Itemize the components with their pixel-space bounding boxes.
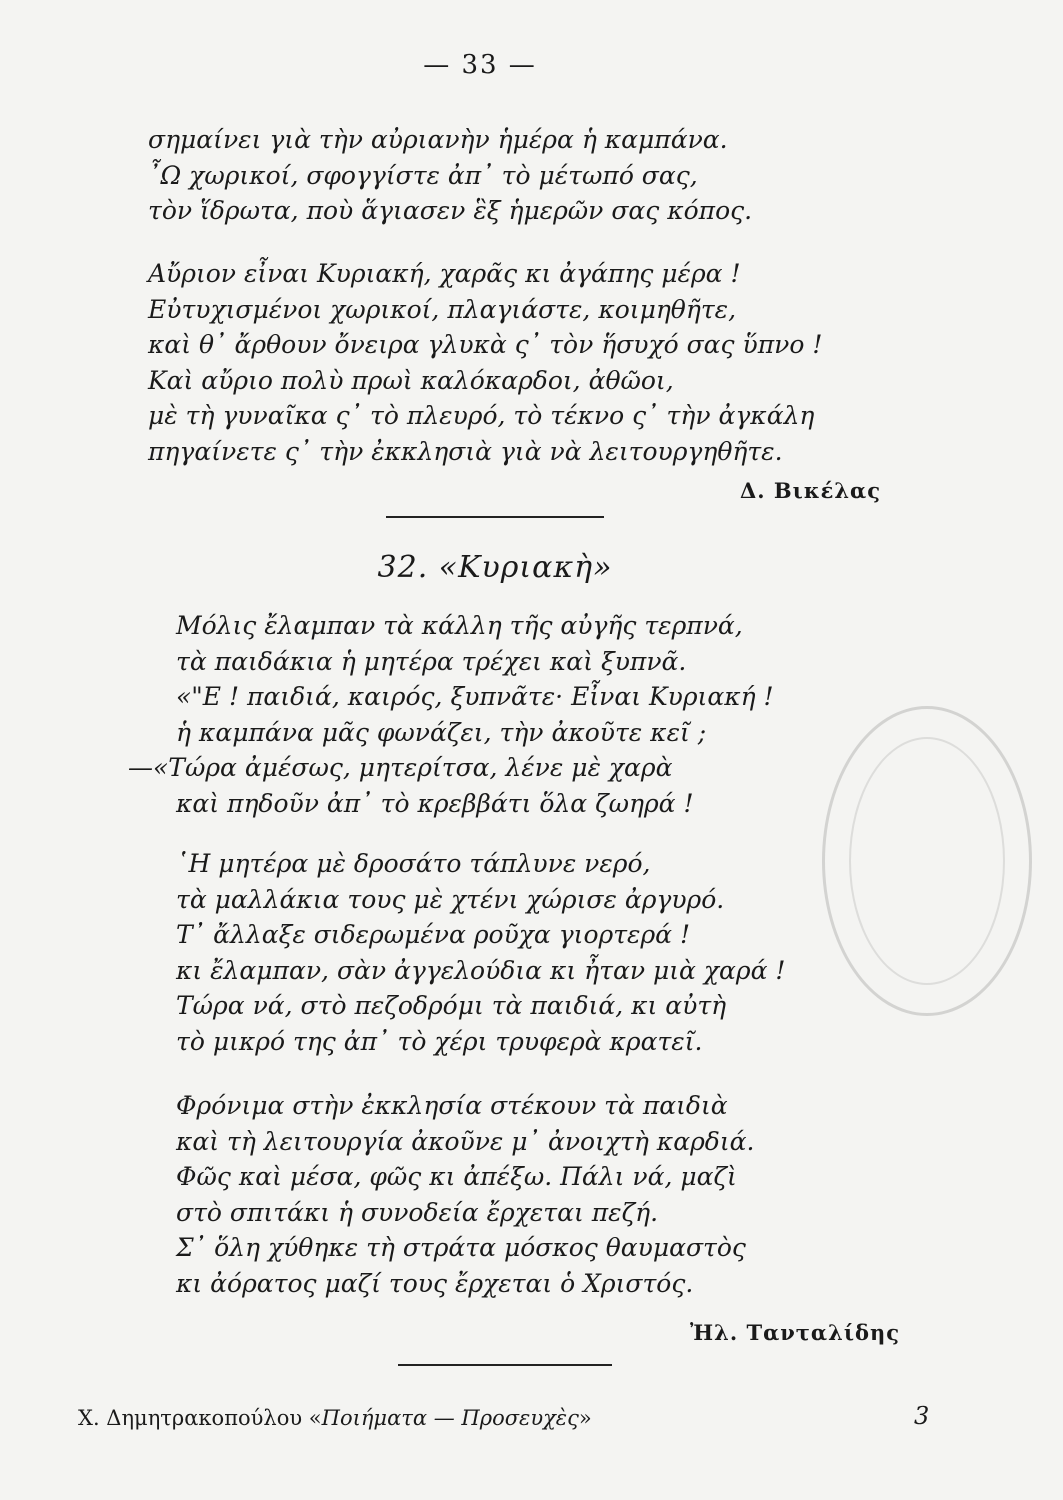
poem1-stanza2 [148, 256, 822, 469]
poem-line: τὸν ἵδρωτα, ποὺ ἅγιασεν ἓξ ἡμερῶν σας κόπος. [148, 196, 753, 225]
poem-line: τὰ μαλλάκια τους μὲ χτένι χώρισε ἀργυρό. [176, 884, 725, 914]
poem-line: καὶ θ᾽ ἄρθουν ὄνειρα γλυκὰ ς᾽ τὸν ἥσυχό σας ὕπνο ! [148, 330, 823, 359]
poem-line: μὲ τὴ γυναῖκα ς᾽ τὸ πλευρό, τὸ τέκνο ς᾽ τὴν ἀγκάλη [148, 401, 815, 430]
poem2-stanza2 [176, 846, 785, 1059]
page-number: — 33 — [423, 50, 537, 80]
footer-source [78, 1406, 592, 1430]
poem-line: Μόλις ἔλαμπαν τὰ κάλλη τῆς αὐγῆς τερπνά, [176, 611, 743, 640]
poem-line: σημαίνει γιὰ τὴν αὐριανὴν ἡμέρα ἡ καμπάνα. [148, 125, 728, 154]
poem-line: κι ἀόρατος μαζί τους ἔρχεται ὁ Χριστός. [176, 1268, 694, 1298]
poem-line: Τώρα νά, στὸ πεζοδρόμι τὰ παιδιά, κι αὐτὴ [176, 991, 727, 1020]
poem-line: Σ᾽ ὅλη χύθηκε τὴ στράτα μόσκος θαυμαστὸς [176, 1233, 746, 1262]
poem-line: «"Ε ! παιδιά, καιρός, ξυπνᾶτε· Εἶναι Κυριακή ! [176, 682, 774, 711]
poem-line: πηγαίνετε ς᾽ τὴν ἐκκλησιὰ γιὰ νὰ λειτουργηθῆτε. [148, 436, 783, 466]
poem-line: Φρόνιμα στὴν ἐκκλησία στέκουν τὰ παιδιὰ [176, 1091, 728, 1120]
poem-line: Φῶς καὶ μέσα, φῶς κι ἀπέξω. Πάλι νά, μαζὶ [176, 1162, 737, 1191]
poem-line: καὶ πηδοῦν ἀπ᾽ τὸ κρεββάτι ὅλα ζωηρά ! [176, 788, 694, 818]
poem2-stanza3 [176, 1088, 754, 1301]
poem-line: Τ᾽ ἄλλαξε σιδερωμένα ροῦχα γιορτερά ! [176, 920, 691, 949]
poem1-author: Δ. Βικέλας [740, 478, 882, 503]
poem-line: ῾Η μητέρα μὲ δροσάτο τάπλυνε νερό, [176, 849, 651, 878]
poem-line: Αὔριον εἶναι Κυριακή, χαρᾶς κι ἀγάπης μέρα ! [148, 259, 741, 288]
footer-source-title: Ποιήματα — Προσευχὲς [321, 1406, 579, 1430]
poem-line: Εὐτυχισμένοι χωρικοί, πλαγιάστε, κοιμηθῆτε, [148, 294, 737, 324]
library-stamp [822, 706, 1032, 1016]
poem2-stanza1 [128, 608, 774, 821]
poem2-author: Ἠλ. Τανταλίδης [690, 1320, 901, 1345]
poem-line: —«Τώρα ἀμέσως, μητερίτσα, λένε μὲ χαρὰ [128, 753, 673, 782]
footer-source-prefix: Χ. Δημητρακοπούλου « [78, 1406, 322, 1430]
poem1-stanza1 [148, 122, 752, 229]
poem-title: 32. «Κυριακὴ» [377, 550, 613, 585]
footer-source-suffix: » [578, 1406, 592, 1430]
divider-bottom [398, 1364, 612, 1366]
poem-line: κι ἔλαμπαν, σὰν ἀγγελούδια κι ἦταν μιὰ χαρά ! [176, 955, 786, 985]
poem-line: ἡ καμπάνα μᾶς φωνάζει, τὴν ἀκοῦτε κεῖ ; [176, 717, 707, 747]
poem-line: Καὶ αὔριο πολὺ πρωὶ καλόκαρδοι, ἀθῶοι, [148, 365, 674, 395]
poem-line: στὸ σπιτάκι ἡ συνοδεία ἔρχεται πεζή. [176, 1197, 659, 1227]
poem-line: ῏Ω χωρικοί, σφογγίστε ἀπ᾽ τὸ μέτωπό σας, [148, 160, 698, 190]
poem-line: καὶ τὴ λειτουργία ἀκοῦνε μ᾽ ἀνοιχτὴ καρδιά. [176, 1126, 755, 1156]
poem-line: τὸ μικρό της ἀπ᾽ τὸ χέρι τρυφερὰ κρατεῖ. [176, 1026, 703, 1056]
poem-line: τὰ παιδάκια ἡ μητέρα τρέχει καὶ ξυπνᾶ. [176, 646, 687, 676]
footer-signature: 3 [914, 1402, 930, 1430]
divider-top [386, 516, 604, 518]
